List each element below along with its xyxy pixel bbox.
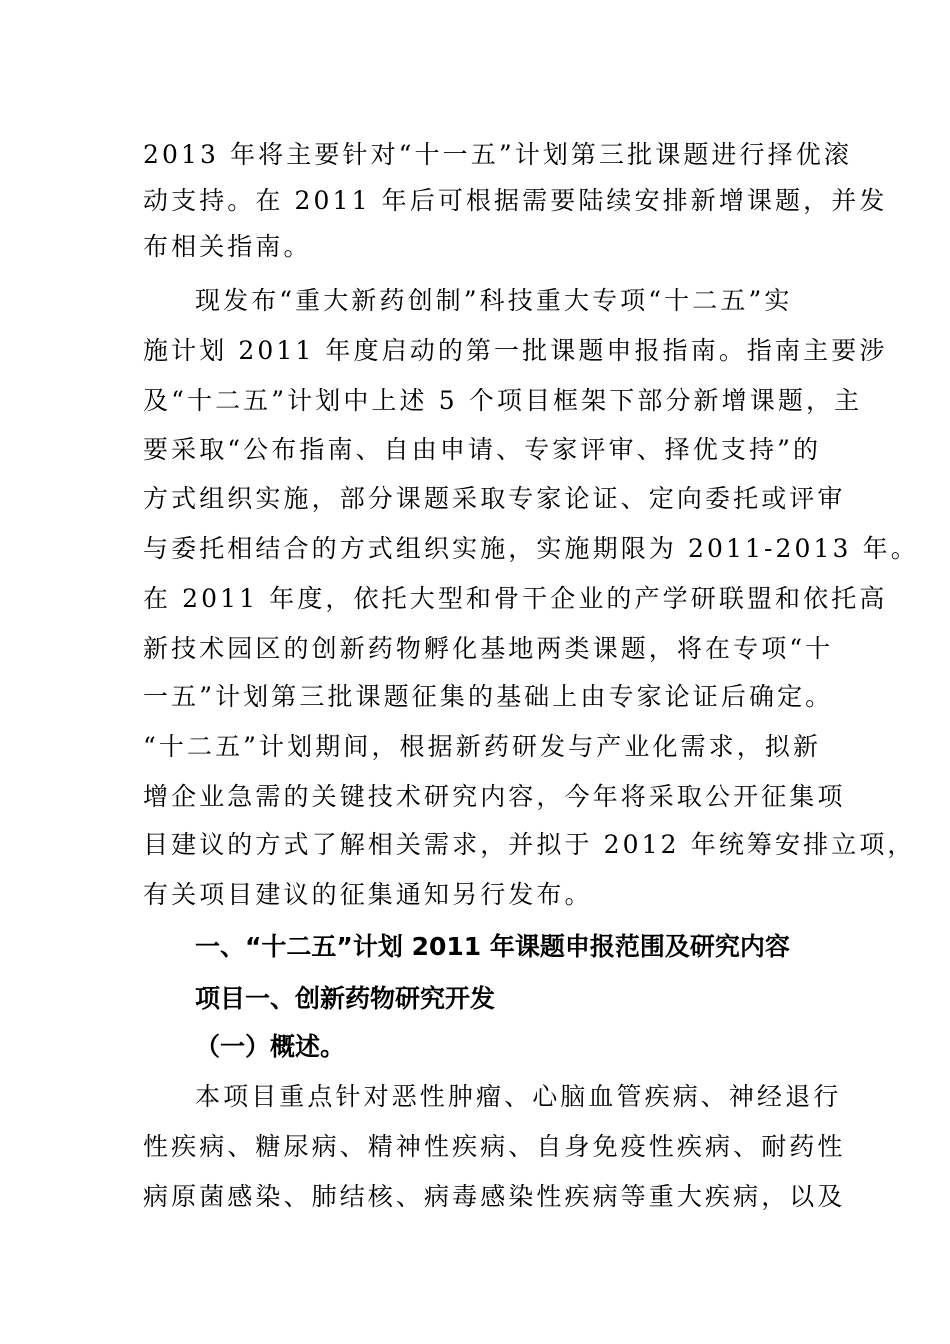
subsection-heading: 项目一、创新药物研究开发 <box>195 984 496 1013</box>
paragraph-line: 与委托相结合的方式组织实施，实施期限为 2011-2013 年。 <box>143 534 919 563</box>
paragraph-line: 要采取“公布指南、自由申请、专家评审、择优支持”的 <box>143 435 822 464</box>
paragraph-line: 有关项目建议的征集通知另行发布。 <box>143 880 593 909</box>
paragraph-line: 病原菌感染、肺结核、病毒感染性疾病等重大疾病，以及 <box>143 1182 846 1211</box>
paragraph-line: 动支持。在 2011 年后可根据需要陆续安排新增课题，并发 <box>143 186 888 215</box>
paragraph-line: 本项目重点针对恶性肿瘤、心脑血管疾病、神经退行 <box>195 1082 842 1111</box>
paragraph-line: 目建议的方式了解相关需求，并拟于 2012 年统筹安排立项， <box>143 830 916 859</box>
paragraph-line: 性疾病、糖尿病、精神性疾病、自身免疫性疾病、耐药性 <box>143 1132 846 1161</box>
paragraph-line: 及“十二五”计划中上述 5 个项目框架下部分新增课题，主 <box>143 386 863 415</box>
paragraph-line: 2013 年将主要针对“十一五”计划第三批课题进行择优滚 <box>143 140 852 169</box>
paragraph-line: 新技术园区的创新药物孵化基地两类课题，将在专项“十 <box>143 634 834 663</box>
paragraph-line: 布相关指南。 <box>143 232 312 261</box>
paragraph-line: 施计划 2011 年度启动的第一批课题申报指南。指南主要涉 <box>143 336 888 365</box>
section-heading: 一、“十二五”计划 2011 年课题申报范围及研究内容 <box>195 932 790 961</box>
paragraph-line: 增企业急需的关键技术研究内容，今年将采取公开征集项 <box>143 782 846 811</box>
subsubsection-heading: （一）概述。 <box>195 1032 346 1061</box>
paragraph-line: “十二五”计划期间，根据新药研发与产业化需求，拟新 <box>143 732 822 761</box>
paragraph-line: 方式组织实施，部分课题采取专家论证、定向委托或评审 <box>143 484 846 513</box>
paragraph-line: 在 2011 年度，依托大型和骨干企业的产学研联盟和依托高 <box>143 584 888 613</box>
paragraph-line: 现发布“重大新药创制”科技重大专项“十二五”实 <box>195 286 793 315</box>
paragraph-line: 一五”计划第三批课题征集的基础上由专家论证后确定。 <box>143 682 834 711</box>
